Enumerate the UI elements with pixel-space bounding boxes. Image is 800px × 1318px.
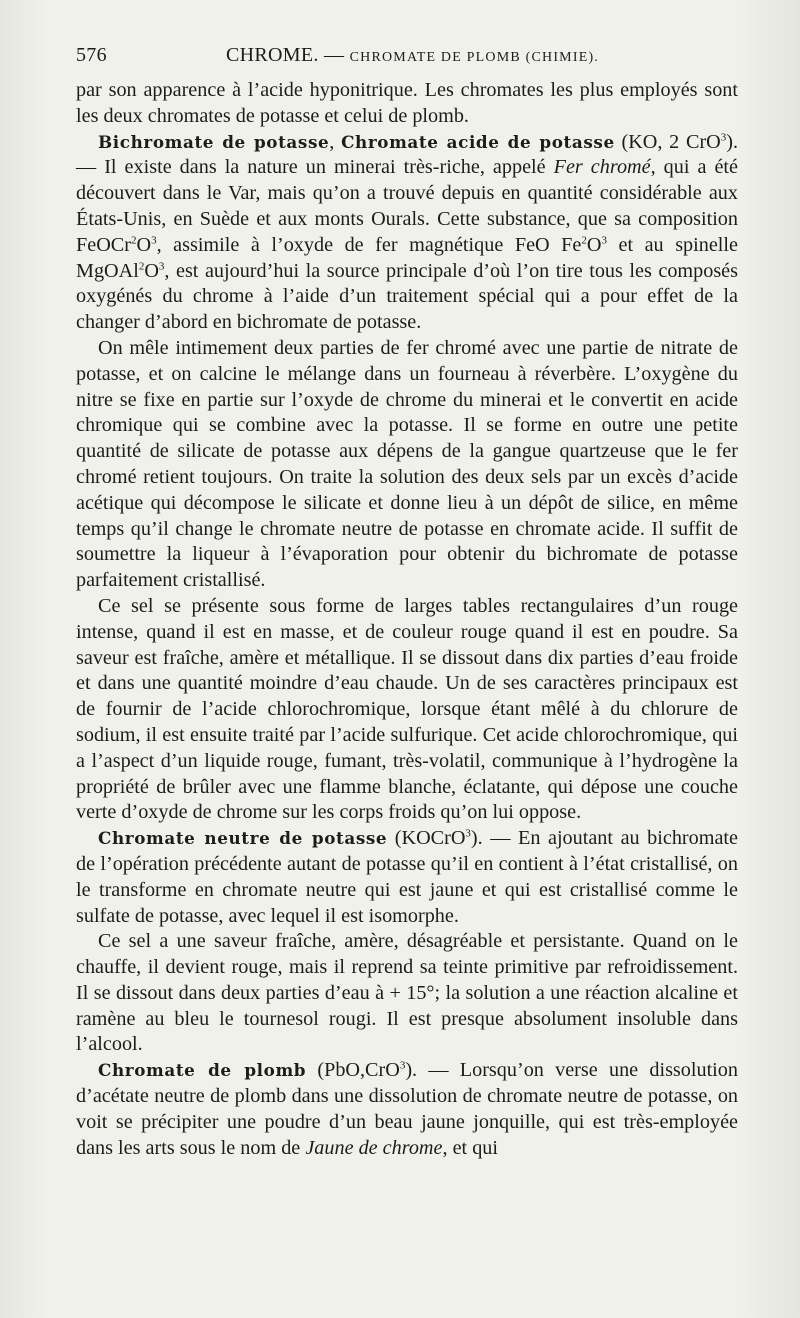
paragraph-properties xyxy=(76,594,738,826)
formula-superscript: 3 xyxy=(465,827,471,840)
paragraph-text: ). — Il existe dans la nature un minerai très-riche, appelé xyxy=(76,130,739,179)
paragraph-text: O xyxy=(586,233,602,256)
paragraph-text: Ce sel a une saveur fraîche, amère, désagréable et persistante. Quand on le chauffe, il devient rouge, mais il reprend sa teinte primitive par refroidissement. Il se dissout dans deux parties d’eau à + 15°; la solution a une réaction alcaline et ramène au bleu le tournesol rougi. Il est presque absolument insoluble dans l’alcool. xyxy=(76,930,738,1056)
paragraph-text: On mêle intimement deux parties de fer chromé avec une partie de nitrate de potasse, et on calcine le mélange dans un fourneau à réverbère. L’oxygène du nitre se fixe en partie sur l’oxyde de chrome du minerai et le convertit en acide chromique qui se combine avec la potasse. Il se forme en outre une petite quantité de silicate de potasse aux dépens de la gangue quartzeuse que le fer chromé retient toujours. On traite la solution des deux sels par un excès d’acide acétique qui décompose le silicate et donne lieu à un dépôt de silice, en même temps qu’il change le chromate neutre de potasse en chromate acide. Il suffit de soumettre la liqueur à l’évaporation pour obtenir du bichromate de potasse parfaitement cristallisé. xyxy=(76,336,738,592)
header-title-dash: — xyxy=(323,44,345,66)
paragraph-text: , qui a été découvert dans le Var, mais qu’on a trouvé depuis en quantité considérable aux États-Unis, en Suède et aux monts Ourals. Cette substance, que sa composition FeOCr xyxy=(76,156,738,256)
header-title-subtitle: CHROMATE DE PLOMB (CHIMIE). xyxy=(349,50,600,65)
heading-separator: , xyxy=(329,130,342,153)
paragraph-chromate-plomb xyxy=(76,1058,738,1161)
paragraph-text: , est aujourd’hui la source principale d’où l’on tire tous les composés oxygénés du chrome à l’aide d’un traitement spécial qui a pour effet de la changer d’abord en bichromate de potasse. xyxy=(76,259,738,334)
section-heading-bichromate: Bichromate de potasse xyxy=(98,131,330,152)
paragraph-text: ). — En ajoutant au bichromate de l’opération précédente autant de potasse qu’il en contient à l’état cristallisé, on le transforme en chromate neutre qui est jaune et qui est cristallisé comme le sulfate de potasse, avec lequel il est isomorphe. xyxy=(76,827,738,927)
paragraph-text: Ce sel se présente sous forme de larges tables rectangulaires d’un rouge intense, quand il est en masse, et de couleur rouge quand il est en poudre. Sa saveur est fraîche, amère et métallique. Il se dissout dans dix parties d’eau froide et dans une quantité moindre d’eau chaude. Un de ses caractères principaux est de fournir de l’acide chlorochromique, lorsque étant mêlé à du chlorure de sodium, il est ensuite traité par l’acide sulfurique. Cet acide chlorochromique, qui a l’aspect d’un liquide rouge, fumant, très-volatil, communique à l’hydrogène la propriété de brûler avec une flamme blanche, éclatante, qui dépose une couche verte d’oxyde de chrome sur les corps froids qu’on lui oppose. xyxy=(76,594,738,824)
header-title xyxy=(226,44,599,67)
section-heading-chromate-acide: Chromate acide de potasse xyxy=(341,131,615,152)
formula-superscript: 3 xyxy=(399,1059,406,1072)
chemical-formula: (PbO,CrO xyxy=(306,1059,400,1082)
paragraph-text: O xyxy=(144,259,159,282)
chemical-formula: (KO, 2 CrO xyxy=(621,130,721,153)
paragraph-preparation xyxy=(76,336,738,594)
paragraph-text: , assimile à l’oxyde de fer magnétique FeO Fe xyxy=(156,233,582,256)
running-header xyxy=(76,44,738,74)
paragraph-chromate-neutre xyxy=(76,826,738,929)
paragraph-text: O xyxy=(136,233,152,256)
paragraph-chromate-neutre-properties xyxy=(76,929,738,1058)
italic-term: Jaune de chrome xyxy=(305,1136,443,1159)
formula-superscript: 2 xyxy=(130,234,137,247)
page-number: 576 xyxy=(76,44,107,66)
formula-superscript: 3 xyxy=(601,234,607,247)
formula-superscript: 2 xyxy=(138,259,145,272)
section-heading-chromate-plomb: Chromate de plomb xyxy=(98,1060,307,1081)
formula-superscript: 3 xyxy=(720,130,727,143)
paragraph-text: par son apparence à l’acide hyponitrique. Les chromates les plus employés sont les deux chromates de potasse et celui de plomb. xyxy=(76,79,738,127)
header-title-main: CHROME. xyxy=(226,44,319,66)
body-text xyxy=(76,78,738,1161)
formula-superscript: 2 xyxy=(581,234,587,247)
paragraph-text: et au spinelle MgOAl xyxy=(76,233,738,282)
formula-superscript: 3 xyxy=(158,259,165,272)
paragraph-text: , et qui xyxy=(442,1136,498,1159)
paragraph-continuation xyxy=(76,78,738,130)
chemical-formula: (KOCrO xyxy=(387,827,466,850)
formula-superscript: 3 xyxy=(151,234,157,247)
italic-term: Fer chromé xyxy=(553,156,651,179)
paragraph-bichromate xyxy=(76,130,738,336)
section-heading-chromate-neutre: Chromate neutre de potasse xyxy=(98,828,388,849)
paragraph-text: ). — Lorsqu’on verse une dissolution d’acétate neutre de plomb dans une dissolution de chromate neutre de potasse, on voit se précipiter une poudre d’un beau jaune jonquille, qui est très-employée dans les arts sous le nom de xyxy=(76,1059,738,1159)
